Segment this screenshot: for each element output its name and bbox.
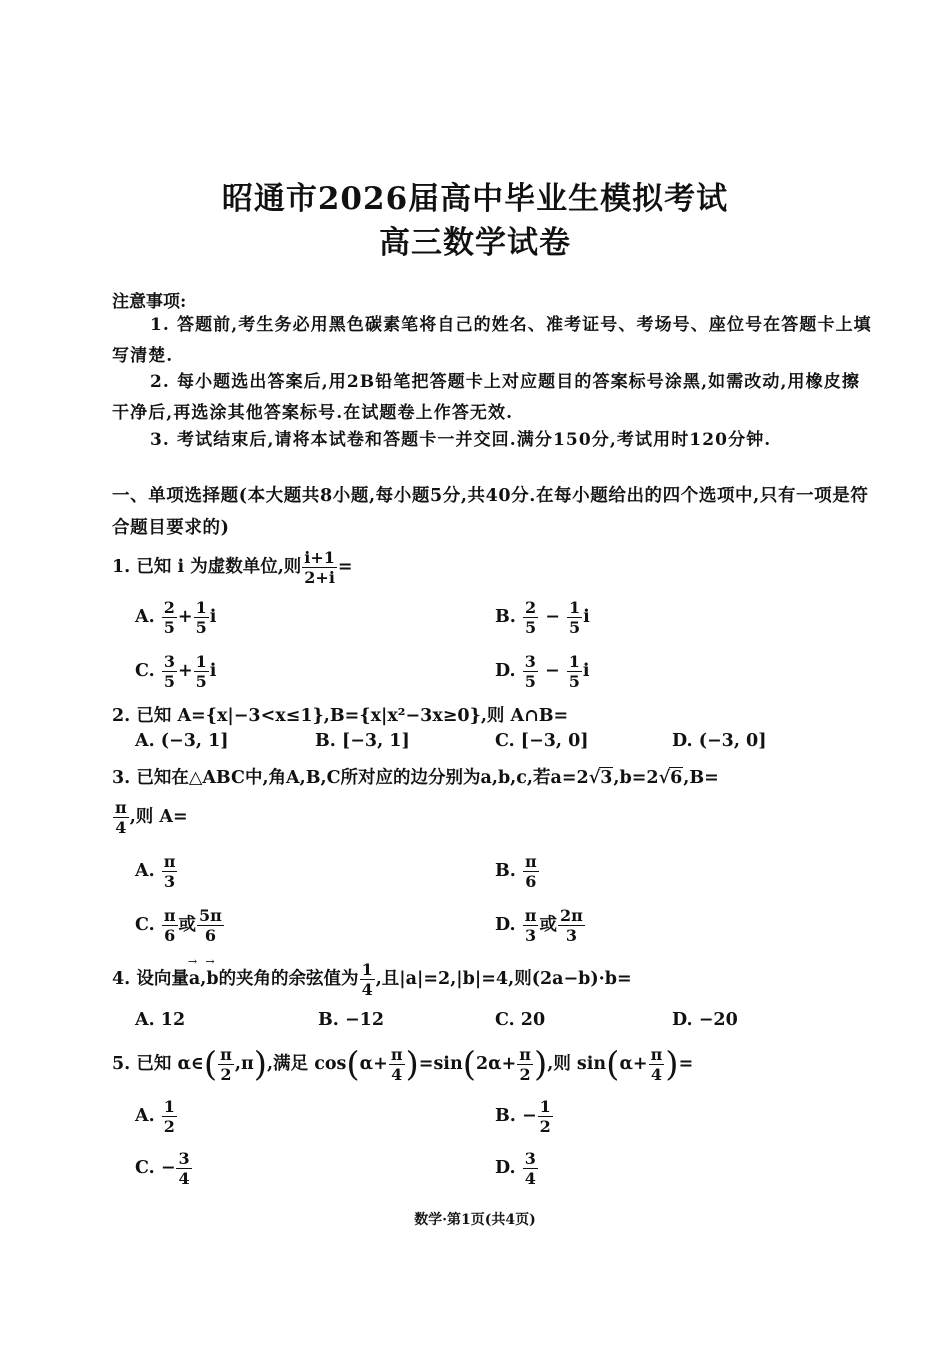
frac-den: 5 [163, 618, 175, 637]
frac-num: π [163, 852, 176, 871]
option-frac [162, 598, 177, 637]
frac-num: π [220, 1045, 232, 1064]
option-label: A. [135, 607, 155, 627]
frac-den: 6 [525, 872, 537, 891]
frac-num: 3 [524, 652, 536, 671]
q2-option-b: B. [−3, 1] [315, 731, 410, 751]
q3-option-c [135, 906, 225, 945]
q4-stem-a: 4. 设向量 [112, 969, 189, 989]
frac-num: 2π [559, 906, 583, 925]
option-label: D. [495, 661, 516, 681]
frac-den: 6 [204, 926, 217, 945]
q2-option-d: D. (−3, 0] [672, 731, 767, 751]
frac-den: 5 [568, 672, 580, 691]
option-label: B. [495, 607, 516, 627]
option-unit: i [582, 661, 590, 681]
right-paren: ) [533, 1044, 548, 1085]
q1-fraction-num: i+1 [304, 548, 335, 567]
q4-option-b: B. −12 [318, 1010, 384, 1030]
frac-den: 5 [163, 672, 175, 691]
exam-subtitle: 高三数学试卷 [379, 225, 571, 261]
q5-interval-frac [218, 1045, 234, 1084]
q5-option-b [495, 1097, 554, 1136]
frac-num: 1 [539, 1097, 551, 1116]
option-frac [523, 852, 539, 891]
q3-B-fraction [113, 798, 129, 837]
frac-den: 5 [195, 672, 207, 691]
page-footer: 数学·第1页(共4页) [414, 1212, 536, 1228]
option-frac [567, 652, 582, 691]
frac-num: 3 [178, 1149, 190, 1168]
option-unit: i [209, 607, 217, 627]
question-3-line2 [112, 798, 188, 837]
option-unit: i [583, 607, 590, 627]
q3-option-d [495, 906, 586, 945]
q3-stem-part2: ,b=2 [613, 768, 659, 788]
option-or: 或 [178, 915, 197, 935]
frac-den: 6 [164, 926, 176, 945]
option-frac [197, 906, 224, 945]
option-label: A. [135, 861, 155, 881]
frac-den: 2 [163, 1117, 175, 1136]
section-heading: 一、单项选择题(本大题共8小题,每小题5分,共40分.在每小题给出的四个选项中,只有一项是符合题目要求的) [112, 486, 869, 538]
option-frac [162, 1097, 177, 1136]
q3-ask: ,则 A= [129, 807, 188, 827]
q5-ask-frac [649, 1045, 665, 1084]
right-paren: ) [665, 1044, 679, 1085]
q3-option-a [135, 852, 178, 891]
frac-num: π [115, 798, 127, 817]
q4-stem-b: 的夹角的余弦值为 [218, 969, 359, 989]
option-frac [176, 1149, 191, 1188]
q4-vector-a: a → [189, 969, 200, 989]
notice-item-1: 1. 答题前,考生务必用黑色碳素笔将自己的姓名、准考证号、考场号、座位号在答题卡上填写清楚. [112, 315, 872, 366]
option-sign: − [521, 1106, 537, 1126]
frac-num: 3 [163, 652, 175, 671]
q4-option-d: D. −20 [672, 1010, 738, 1030]
frac-num: 1 [163, 1097, 175, 1116]
frac-num: 1 [195, 598, 207, 617]
right-paren: ) [405, 1044, 419, 1085]
notice-item-2: 2. 每小题选出答案后,用2B铅笔把答题卡上对应题目的答案标号涂黑,如需改动,用橡皮擦干净后,再选涂其他答案标号.在试题卷上作答无效. [112, 372, 860, 423]
q4-fraction [360, 960, 375, 999]
frac-den: 4 [391, 1065, 403, 1084]
q5-sin-frac [517, 1045, 533, 1084]
option-operator: + [177, 607, 193, 627]
frac-num: 1 [195, 652, 207, 671]
left-paren: ( [346, 1044, 360, 1085]
frac-den: 2 [519, 1065, 531, 1084]
frac-den: 5 [524, 672, 536, 691]
q1-stem: 1. 已知 i 为虚数单位,则 [112, 557, 302, 577]
q5-stem-b: ,满足 cos [267, 1054, 347, 1074]
option-frac [194, 598, 209, 637]
option-label: A. [135, 1106, 155, 1126]
frac-den: 5 [568, 618, 581, 637]
frac-den: 4 [524, 1169, 536, 1188]
q5-sin-arg: 2α+ [475, 1054, 517, 1074]
frac-den: 5 [524, 618, 537, 637]
option-label: C. [135, 1158, 155, 1178]
option-frac [162, 652, 177, 691]
option-frac [523, 906, 539, 945]
q1-option-d [495, 652, 590, 691]
frac-num: 1 [568, 598, 581, 617]
frac-den: 4 [178, 1169, 190, 1188]
option-unit: i [209, 661, 217, 681]
question-3 [112, 764, 719, 789]
frac-num: π [524, 852, 537, 871]
question-5 [112, 1045, 693, 1084]
frac-den: 5 [195, 618, 207, 637]
exam-title: 昭通市2026届高中毕业生模拟考试 [221, 181, 729, 217]
q1-option-a [135, 598, 216, 637]
frac-den: 4 [650, 1065, 662, 1084]
option-label: B. [495, 861, 516, 881]
frac-den: 3 [565, 926, 577, 945]
option-frac [523, 598, 538, 637]
frac-num: π [519, 1045, 531, 1064]
q3-radical-2: √6 [658, 768, 683, 788]
q1-fraction [302, 548, 337, 587]
left-paren: ( [203, 1044, 218, 1085]
frac-num: 3 [524, 1149, 536, 1168]
q2-option-a: A. (−3, 1] [135, 731, 229, 751]
q3-radicand-2: 6 [670, 768, 683, 788]
question-2: 2. 已知 A={x|−3<x≤1},B={x|x²−3x≥0},则 A∩B= [112, 706, 569, 726]
q3-stem-part3: ,B= [683, 768, 719, 788]
q3-radical-1: √3 [588, 768, 613, 788]
q1-option-b [495, 598, 590, 637]
q5-stem-a: 5. 已知 α∈ [112, 1054, 204, 1074]
q3-radicand-1: 3 [600, 768, 613, 788]
q5-cos-frac [389, 1045, 405, 1084]
frac-den: 2 [220, 1065, 232, 1084]
option-frac [194, 652, 209, 691]
frac-num: 5π [199, 906, 222, 925]
q2-option-c: C. [−3, 0] [495, 731, 589, 751]
option-frac [538, 1097, 553, 1136]
q5-ask-arg: α+ [619, 1054, 648, 1074]
q5-option-c [135, 1149, 193, 1188]
option-frac [567, 598, 582, 637]
option-sign: − [160, 1158, 176, 1178]
q4-vector-b: b → [206, 969, 218, 989]
option-label: D. [495, 1158, 516, 1178]
right-paren: ) [253, 1044, 268, 1085]
frac-num: π [390, 1045, 403, 1064]
notice-heading: 注意事项: [112, 292, 187, 312]
option-frac [523, 1149, 538, 1188]
option-label: C. [135, 661, 155, 681]
q4-stem-c: ,且|a|=2,|b|=4,则(2a−b)·b= [375, 969, 632, 989]
frac-num: π [524, 906, 537, 925]
frac-den: 4 [361, 980, 373, 999]
frac-den: 2 [539, 1117, 551, 1136]
question-1 [112, 548, 353, 587]
frac-num: 2 [524, 598, 537, 617]
option-label: C. [135, 915, 155, 935]
notice-item-3: 3. 考试结束后,请将本试卷和答题卡一并交回.满分150分,考试用时120分钟. [150, 430, 772, 450]
option-label: B. [495, 1106, 516, 1126]
q5-option-a [135, 1097, 178, 1136]
q1-option-c [135, 652, 216, 691]
question-4 [112, 960, 632, 999]
option-frac [558, 906, 585, 945]
q4-option-c: C. 20 [495, 1010, 546, 1030]
q5-stem-c: =sin [418, 1054, 463, 1074]
option-label: D. [495, 915, 516, 935]
q1-equals: = [337, 557, 353, 577]
frac-den: 3 [525, 926, 537, 945]
q4-sep: , [200, 969, 207, 989]
q4-option-a: A. 12 [135, 1010, 186, 1030]
option-operator: − [545, 607, 560, 627]
q3-stem-part1: 3. 已知在△ABC中,角A,B,C所对应的边分别为a,b,c,若a=2 [112, 768, 589, 788]
option-operator: + [177, 661, 193, 681]
option-operator: − [544, 661, 560, 681]
frac-num: 1 [361, 960, 373, 979]
q3-option-b [495, 852, 540, 891]
frac-num: π [650, 1045, 663, 1064]
option-frac [162, 906, 178, 945]
frac-den: 4 [115, 818, 127, 837]
q5-interval-tail: ,π [234, 1054, 254, 1074]
frac-den: 3 [164, 872, 176, 891]
q5-cos-arg: α+ [359, 1054, 388, 1074]
left-paren: ( [606, 1044, 620, 1085]
option-frac [523, 652, 538, 691]
frac-num: 2 [163, 598, 175, 617]
q5-stem-d: ,则 sin [547, 1054, 607, 1074]
frac-num: 1 [568, 652, 580, 671]
option-or: 或 [539, 915, 557, 935]
q5-stem-e: = [678, 1054, 694, 1074]
q5-option-d [495, 1149, 539, 1188]
frac-num: π [163, 906, 176, 925]
option-frac [162, 852, 178, 891]
left-paren: ( [462, 1044, 476, 1085]
q1-fraction-den: 2+i [304, 568, 335, 587]
